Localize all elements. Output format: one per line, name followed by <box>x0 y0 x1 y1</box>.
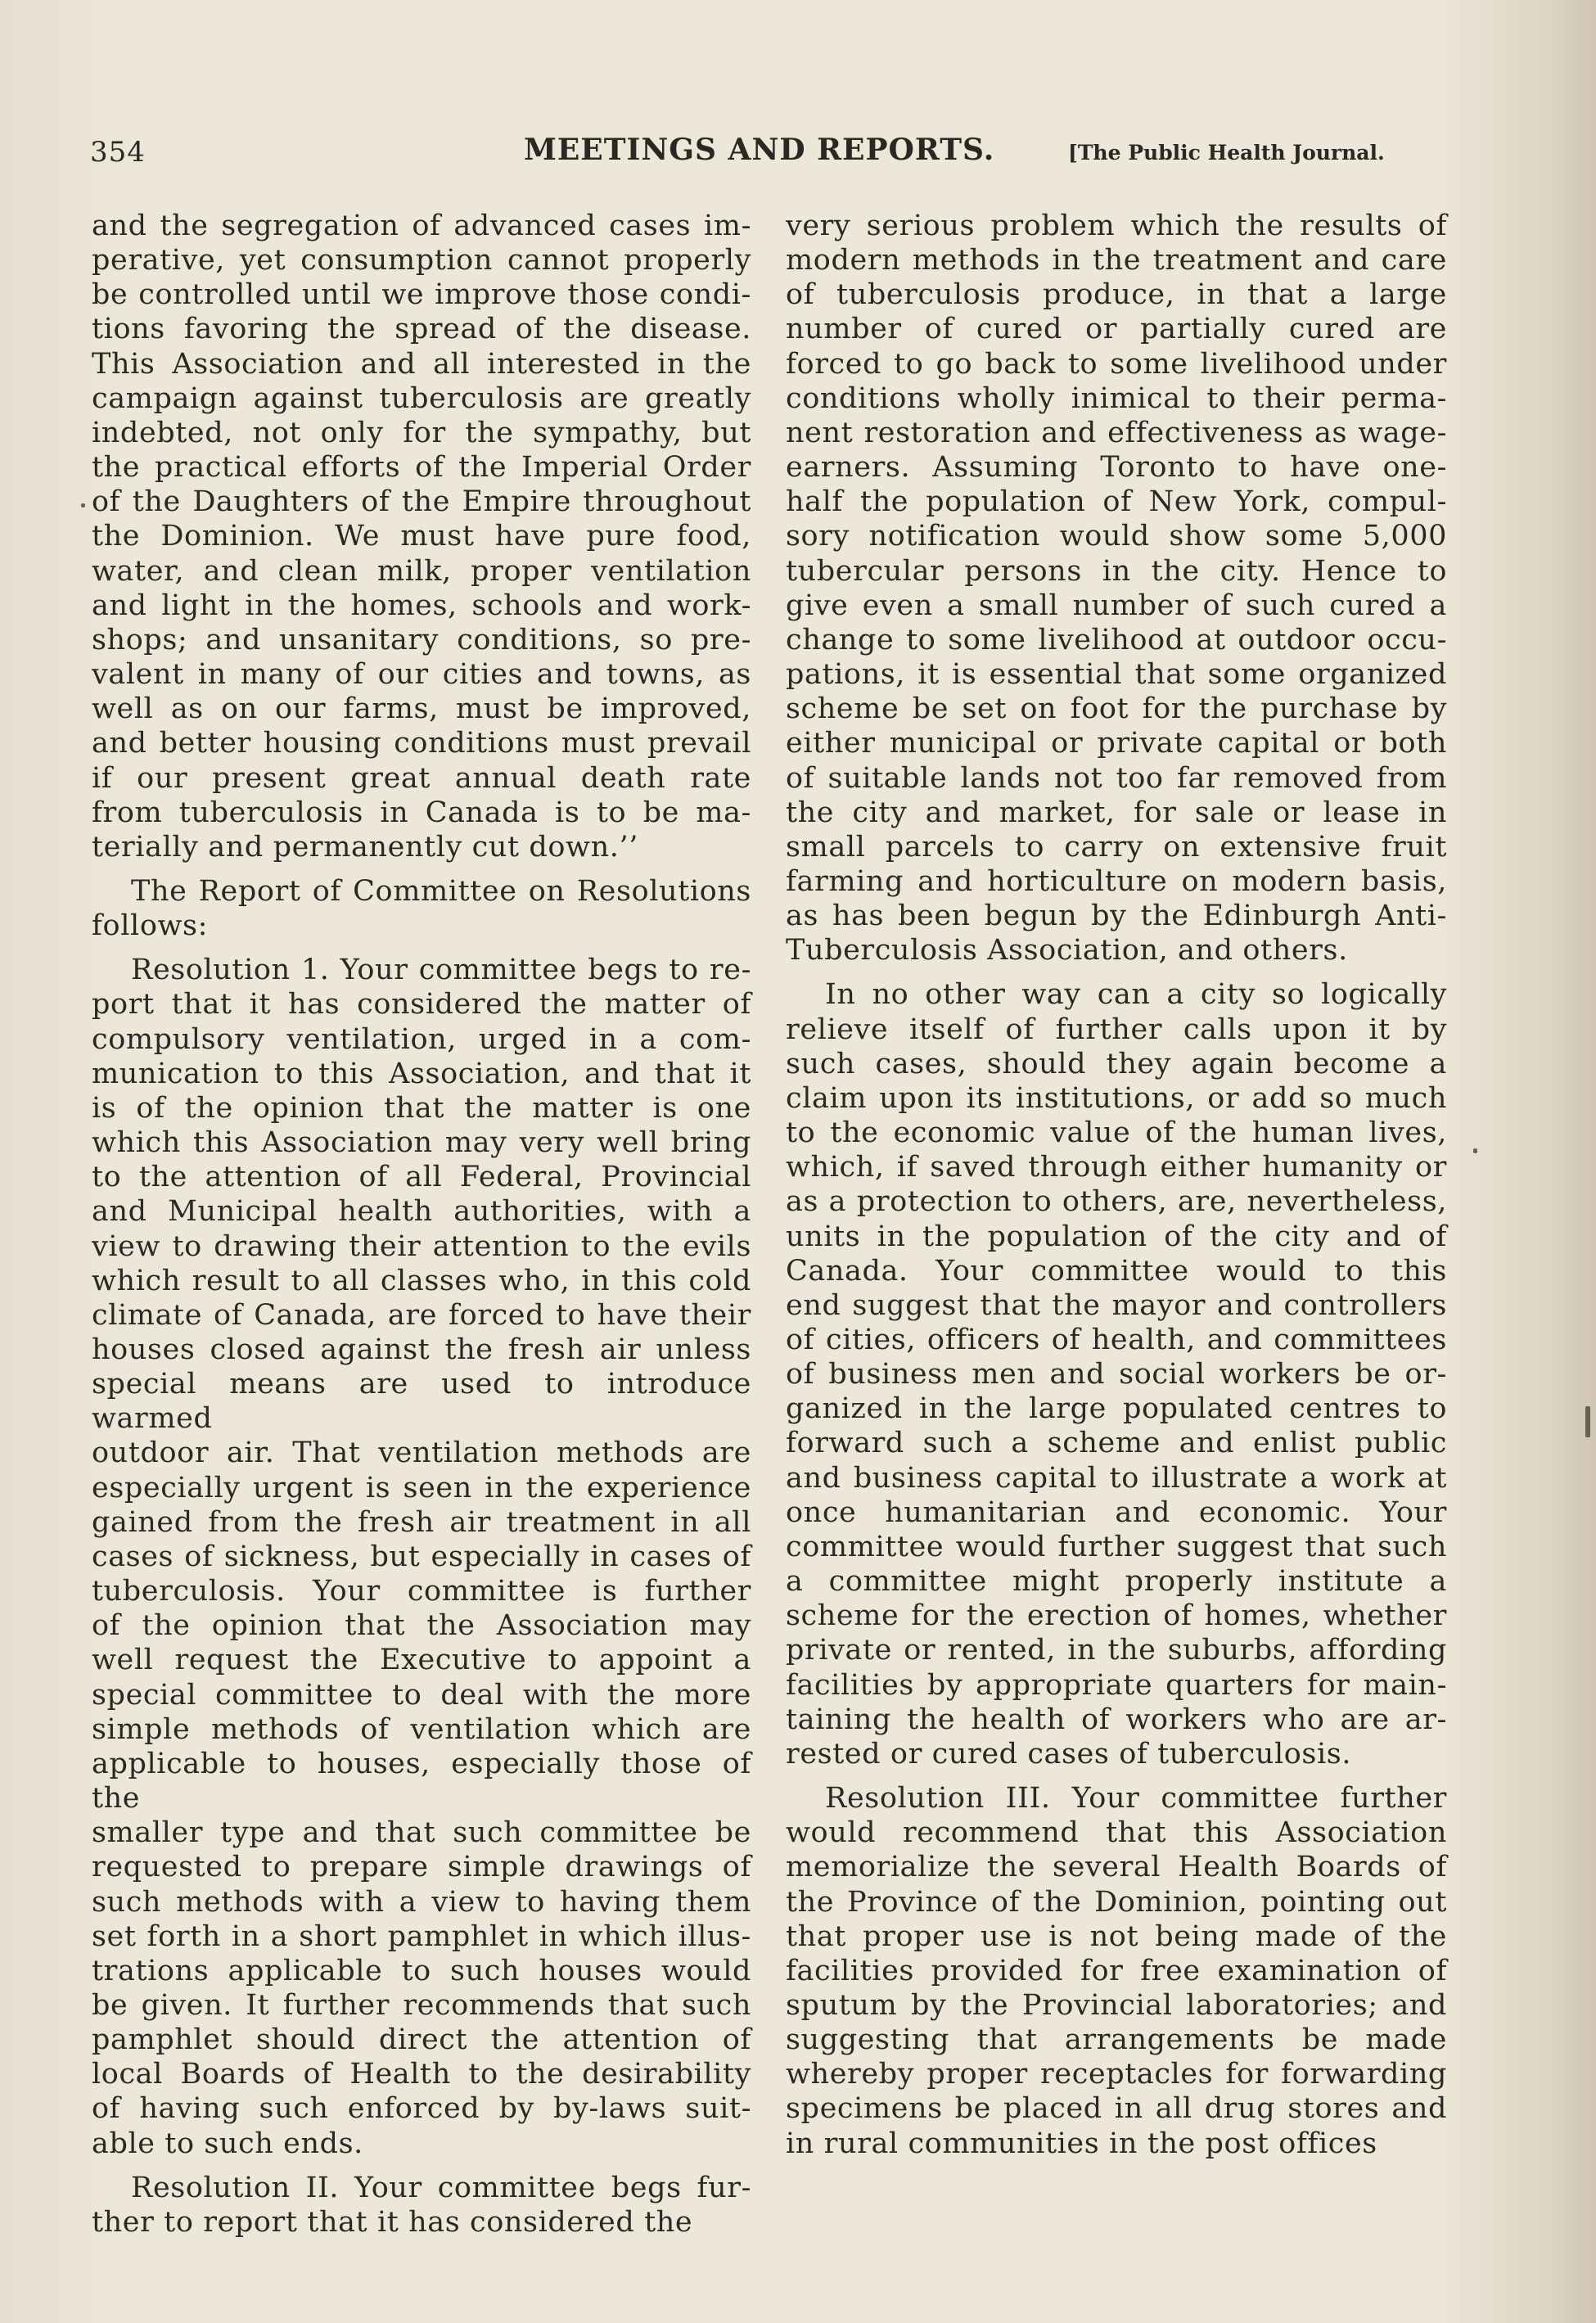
right-column-line: nent restoration and effectiveness as wage- <box>786 416 1447 449</box>
margin-mark-left <box>81 503 85 507</box>
right-column-line: which, if saved through either humanity or <box>786 1151 1447 1184</box>
left-column-line: especially urgent is seen in the experience <box>92 1471 751 1504</box>
left-column-line: houses closed against the fresh air unless <box>92 1333 751 1366</box>
left-column-line: water, and clean milk, proper ventilation <box>92 554 751 588</box>
right-column <box>786 209 1447 2161</box>
left-column-line: be controlled until we improve those condi- <box>92 278 751 312</box>
left-column-line: port that it has considered the matter of <box>92 988 751 1022</box>
right-column-line: private or rented, in the suburbs, affording <box>786 1634 1447 1667</box>
right-column-line: of cities, officers of health, and committees <box>786 1324 1447 1356</box>
right-column-line: end suggest that the mayor and controllers <box>786 1288 1447 1322</box>
edge-mark-right <box>1585 1406 1590 1437</box>
left-column-line: pamphlet should direct the attention of <box>92 2023 751 2057</box>
page-number: 354 <box>90 136 146 169</box>
left-column-line: climate of Canada, are forced to have their <box>92 1298 751 1332</box>
right-column-line: farming and horticulture on modern basis, <box>786 864 1447 898</box>
right-column-line: Resolution III. Your committee further <box>825 1782 1447 1816</box>
left-column-line: which result to all classes who, in this cold <box>92 1264 751 1297</box>
left-column-line: This Association and all interested in the <box>92 347 751 381</box>
margin-mark-right <box>1473 1148 1477 1153</box>
right-column-line: taining the health of workers who are ar- <box>786 1703 1447 1736</box>
right-column-line: committee would further suggest that such <box>786 1530 1447 1563</box>
left-column-line: tuberculosis. Your committee is further <box>92 1575 751 1608</box>
right-column-line: such cases, should they again become a <box>786 1047 1447 1080</box>
left-column-line: if our present great annual death rate <box>92 761 751 795</box>
right-column-line: the Province of the Dominion, pointing out <box>786 1885 1447 1919</box>
left-column-line: tions favoring the spread of the disease. <box>92 313 751 346</box>
left-column-line: cases of sickness, but especially in cases of <box>92 1540 751 1573</box>
right-column-line: as a protection to others, are, nevertheless, <box>786 1185 1447 1219</box>
left-column-line: set forth in a short pamphlet in which illus- <box>92 1919 751 1953</box>
left-column-line: outdoor air. That ventilation methods are <box>92 1437 751 1470</box>
left-column-line: and Municipal health authorities, with a <box>92 1195 751 1229</box>
left-column-line: gained from the fresh air treatment in all <box>92 1505 751 1539</box>
left-column-line: is of the opinion that the matter is one <box>92 1091 751 1125</box>
right-column-line: number of cured or partially cured are <box>786 313 1447 346</box>
left-column-line: perative, yet consumption cannot properly <box>92 244 751 277</box>
left-column-line: ther to report that it has considered the <box>92 2205 693 2239</box>
right-column-line: scheme be set on foot for the purchase by <box>786 692 1447 726</box>
right-column-line: forward such a scheme and enlist public <box>786 1427 1447 1460</box>
left-column-line: well request the Executive to appoint a <box>92 1644 751 1677</box>
right-column-line: scheme for the erection of homes, whether <box>786 1599 1447 1633</box>
right-column-line: forced to go back to some livelihood under <box>786 347 1447 381</box>
left-column <box>92 209 751 2240</box>
left-column-line: smaller type and that such committee be <box>92 1816 751 1850</box>
right-column-line: conditions wholly inimical to their perma- <box>786 381 1447 415</box>
right-column-line: pations, it is essential that some organized <box>786 658 1447 692</box>
left-column-line: of having such enforced by by-laws suit- <box>92 2092 751 2126</box>
right-column-line: very serious problem which the results of <box>786 210 1447 242</box>
left-column-line: of the Daughters of the Empire throughout <box>92 485 751 519</box>
left-column-line: special means are used to introduce warmed <box>92 1368 751 1436</box>
left-column-line: applicable to houses, especially those of the <box>92 1747 751 1816</box>
right-column-line: of tuberculosis produce, in that a large <box>786 278 1447 312</box>
left-column-line: requested to prepare simple drawings of <box>92 1851 751 1884</box>
right-column-line: earners. Assuming Toronto to have one- <box>786 451 1447 485</box>
left-column-line: well as on our farms, must be improved, <box>92 692 751 726</box>
left-column-line: to the attention of all Federal, Provincial <box>92 1161 751 1194</box>
right-column-line: Tuberculosis Association, and others. <box>786 934 1348 968</box>
right-column-line: ganized in the large populated centres to <box>786 1392 1447 1426</box>
right-column-line: modern methods in the treatment and care <box>786 244 1447 277</box>
left-column-line: terially and permanently cut down.’’ <box>92 830 638 864</box>
right-column-line: small parcels to carry on extensive fruit <box>786 830 1447 864</box>
left-column-line: valent in many of our cities and towns, as <box>92 658 751 692</box>
left-column-line: view to drawing their attention to the evils <box>92 1229 751 1263</box>
left-column-line: be given. It further recommends that such <box>92 1988 751 2022</box>
right-column-line: whereby proper receptacles for forwarding <box>786 2058 1447 2091</box>
left-column-line: compulsory ventilation, urged in a com- <box>92 1022 751 1056</box>
right-column-line: as has been begun by the Edinburgh Anti- <box>786 900 1447 933</box>
right-column-line: rested or cured cases of tuberculosis. <box>786 1737 1352 1770</box>
left-column-line: able to such ends. <box>92 2127 363 2160</box>
right-column-line: of suitable lands not too far removed from <box>786 761 1447 795</box>
right-column-line: of business men and social workers be or- <box>786 1358 1447 1392</box>
left-column-line: the practical efforts of the Imperial Order <box>92 451 751 485</box>
left-column-line: local Boards of Health to the desirability <box>92 2058 751 2091</box>
right-column-line: suggesting that arrangements be made <box>786 2023 1447 2057</box>
journal-name: [The Public Health Journal. <box>1068 141 1385 165</box>
right-column-line: relieve itself of further calls upon it by <box>786 1013 1447 1046</box>
left-column-line: indebted, not only for the sympathy, but <box>92 416 751 449</box>
right-column-line: in rural communities in the post offices <box>786 2127 1377 2160</box>
right-column-line: a committee might properly institute a <box>786 1565 1447 1599</box>
left-column-line: Resolution II. Your committee begs fur- <box>131 2171 751 2204</box>
left-column-line: Resolution 1. Your committee begs to re- <box>131 954 751 987</box>
right-column-line: the city and market, for sale or lease in <box>786 796 1447 829</box>
right-column-line: either municipal or private capital or both <box>786 727 1447 760</box>
left-column-line: The Report of Committee on Resolutions <box>131 874 751 908</box>
left-column-line: and the segregation of advanced cases im- <box>92 210 751 242</box>
right-column-line: half the population of New York, compul- <box>786 485 1447 519</box>
right-column-line: to the economic value of the human lives, <box>786 1116 1447 1150</box>
left-column-line: such methods with a view to having them <box>92 1885 751 1919</box>
left-column-line: and light in the homes, schools and work- <box>92 589 751 622</box>
left-column-line: shops; and unsanitary conditions, so pre- <box>92 623 751 656</box>
right-column-line: In no other way can a city so logically <box>825 978 1447 1012</box>
right-column-line: would recommend that this Association <box>786 1816 1447 1850</box>
left-column-line: the Dominion. We must have pure food, <box>92 520 751 553</box>
right-column-line: tubercular persons in the city. Hence to <box>786 554 1447 588</box>
right-column-line: specimens be placed in all drug stores and <box>786 2092 1447 2126</box>
right-column-line: Canada. Your committee would to this <box>786 1254 1447 1288</box>
running-header <box>90 133 1445 182</box>
right-column-line: facilities by appropriate quarters for main- <box>786 1668 1447 1702</box>
right-column-line: give even a small number of such cured a <box>786 589 1447 622</box>
left-column-line: munication to this Association, and that it <box>92 1057 751 1090</box>
right-column-line: claim upon its institutions, or add so much <box>786 1081 1447 1115</box>
left-column-line: trations applicable to such houses would <box>92 1954 751 1987</box>
left-column-line: of the opinion that the Association may <box>92 1609 751 1643</box>
right-column-line: that proper use is not being made of the <box>786 1919 1447 1953</box>
left-column-line: simple methods of ventilation which are <box>92 1712 751 1746</box>
left-column-line: and better housing conditions must prevail <box>92 727 751 760</box>
right-column-line: change to some livelihood at outdoor occu- <box>786 623 1447 656</box>
left-column-line: special committee to deal with the more <box>92 1678 751 1712</box>
left-column-line: campaign against tuberculosis are greatly <box>92 381 751 415</box>
right-column-line: memorialize the several Health Boards of <box>786 1851 1447 1884</box>
left-column-line: from tuberculosis in Canada is to be ma- <box>92 796 751 829</box>
running-title: MEETINGS AND REPORTS. <box>524 133 995 167</box>
left-column-line: which this Association may very well bring <box>92 1126 751 1160</box>
left-column-line: follows: <box>92 909 208 943</box>
right-column-line: facilities provided for free examination of <box>786 1954 1447 1987</box>
right-column-line: units in the population of the city and of <box>786 1220 1447 1253</box>
right-column-line: sputum by the Provincial laboratories; and <box>786 1988 1447 2022</box>
right-column-line: and business capital to illustrate a work at <box>786 1461 1447 1495</box>
right-column-line: once humanitarian and economic. Your <box>786 1495 1447 1529</box>
right-column-line: sory notification would show some 5,000 <box>786 520 1447 553</box>
